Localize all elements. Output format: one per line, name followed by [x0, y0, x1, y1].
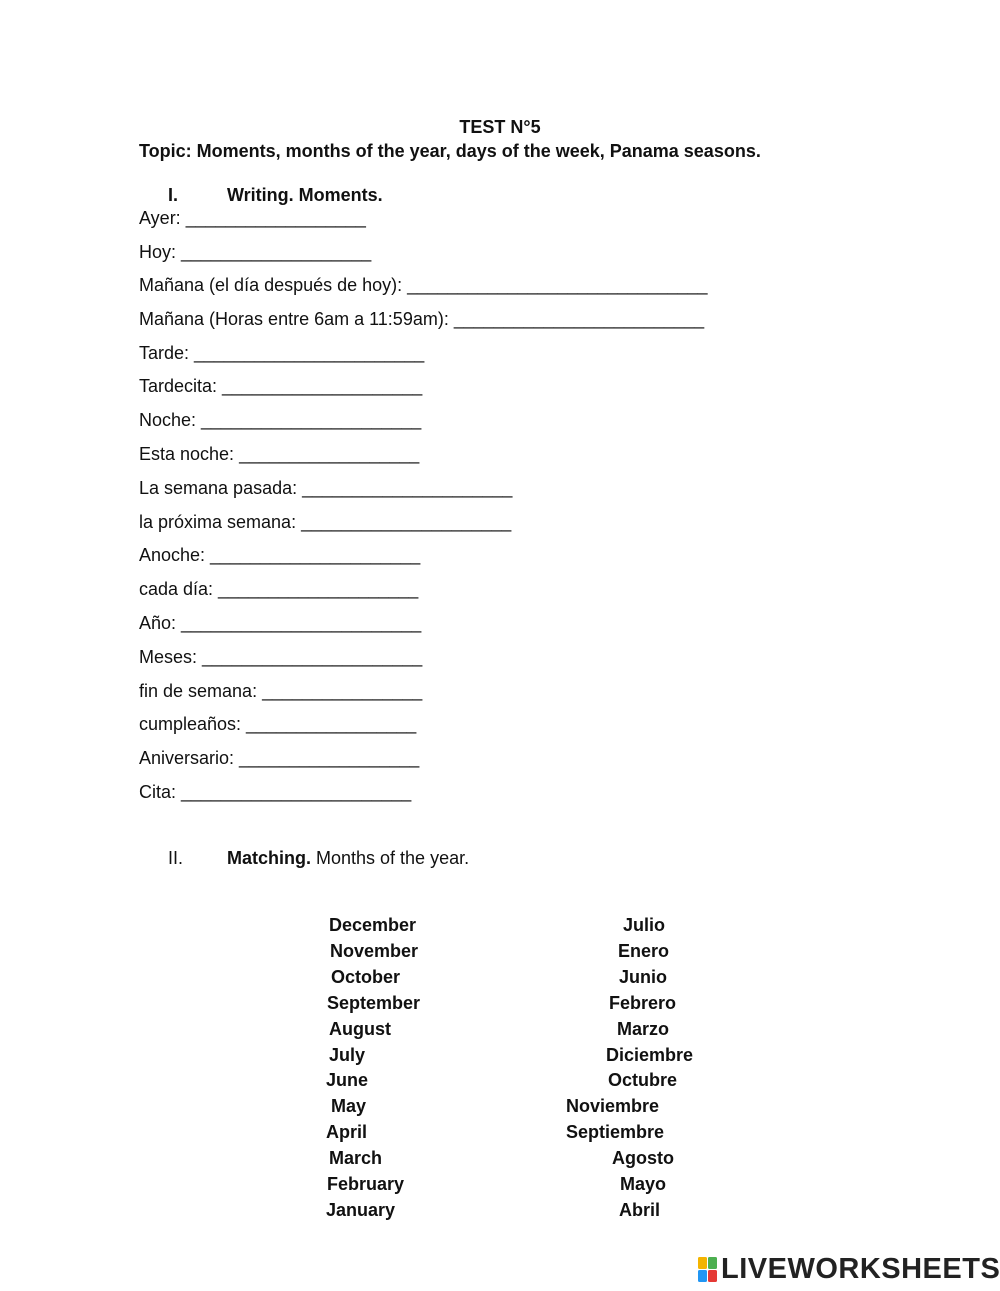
- spanish-month[interactable]: Mayo: [620, 1174, 667, 1194]
- test-title: TEST N°5: [459, 117, 541, 137]
- spanish-month[interactable]: Julio: [623, 915, 666, 935]
- moment-row-anoche[interactable]: Anoche: _____________________: [139, 545, 421, 565]
- moment-row-noche[interactable]: Noche: ______________________: [139, 410, 422, 430]
- english-month[interactable]: January: [326, 1200, 396, 1220]
- spanish-month[interactable]: Agosto: [612, 1148, 674, 1168]
- moment-row-manana-horas[interactable]: Mañana (Horas entre 6am a 11:59am): _________________________: [139, 309, 705, 329]
- english-month[interactable]: May: [331, 1096, 367, 1116]
- spanish-month[interactable]: Noviembre: [566, 1096, 660, 1116]
- english-month[interactable]: December: [329, 915, 417, 935]
- moment-row-hoy[interactable]: Hoy: ___________________: [139, 242, 372, 262]
- english-month[interactable]: September: [327, 993, 421, 1013]
- section-2-number: II.: [168, 848, 184, 868]
- moment-row-proxima-semana[interactable]: la próxima semana: _____________________: [139, 512, 512, 532]
- english-month[interactable]: July: [329, 1045, 366, 1065]
- liveworksheets-logo-icon: [698, 1255, 718, 1285]
- english-month[interactable]: October: [331, 967, 401, 987]
- english-month[interactable]: June: [326, 1070, 369, 1090]
- section-2-title-rest: Months of the year.: [311, 848, 470, 868]
- section-2-title: [227, 848, 469, 869]
- english-month[interactable]: August: [329, 1019, 391, 1039]
- moment-row-cita[interactable]: Cita: _______________________: [139, 782, 412, 802]
- spanish-month[interactable]: Abril: [619, 1200, 661, 1220]
- spanish-month[interactable]: Junio: [619, 967, 667, 987]
- moment-row-semana-pasada[interactable]: La semana pasada: _____________________: [139, 478, 513, 498]
- english-month[interactable]: November: [330, 941, 419, 961]
- moment-row-tardecita[interactable]: Tardecita: ____________________: [139, 376, 423, 396]
- spanish-month[interactable]: Marzo: [617, 1019, 670, 1039]
- english-month[interactable]: March: [329, 1148, 383, 1168]
- moment-row-ayer[interactable]: Ayer: __________________: [139, 208, 366, 228]
- spanish-month[interactable]: Septiembre: [566, 1122, 665, 1142]
- moment-row-esta-noche[interactable]: Esta noche: __________________: [139, 444, 420, 464]
- section-1-title: Writing. Moments.: [227, 185, 383, 205]
- spanish-month[interactable]: Febrero: [609, 993, 677, 1013]
- moment-row-ano[interactable]: Año: ________________________: [139, 613, 422, 633]
- section-1-number: I.: [168, 185, 179, 205]
- moment-row-cumpleanos[interactable]: cumpleaños: _________________: [139, 714, 417, 734]
- moment-row-fin-de-semana[interactable]: fin de semana: ________________: [139, 681, 423, 701]
- section-2-title-bold: Matching.: [227, 848, 311, 868]
- spanish-month[interactable]: Octubre: [608, 1070, 678, 1090]
- english-month[interactable]: April: [326, 1122, 368, 1142]
- moment-row-tarde[interactable]: Tarde: _______________________: [139, 343, 425, 363]
- moment-row-manana-dia[interactable]: Mañana (el día después de hoy): ______________________________: [139, 275, 708, 295]
- moment-row-cada-dia[interactable]: cada día: ____________________: [139, 579, 419, 599]
- spanish-month[interactable]: Diciembre: [606, 1045, 694, 1065]
- moment-row-meses[interactable]: Meses: ______________________: [139, 647, 423, 667]
- spanish-month[interactable]: Enero: [618, 941, 670, 961]
- liveworksheets-logo-text: LIVEWORKSHEETS: [721, 1253, 1000, 1285]
- topic-heading: Topic: Moments, months of the year, days of the week, Panama seasons.: [139, 141, 761, 161]
- english-month[interactable]: February: [327, 1174, 405, 1194]
- moment-row-aniversario[interactable]: Aniversario: __________________: [139, 748, 420, 768]
